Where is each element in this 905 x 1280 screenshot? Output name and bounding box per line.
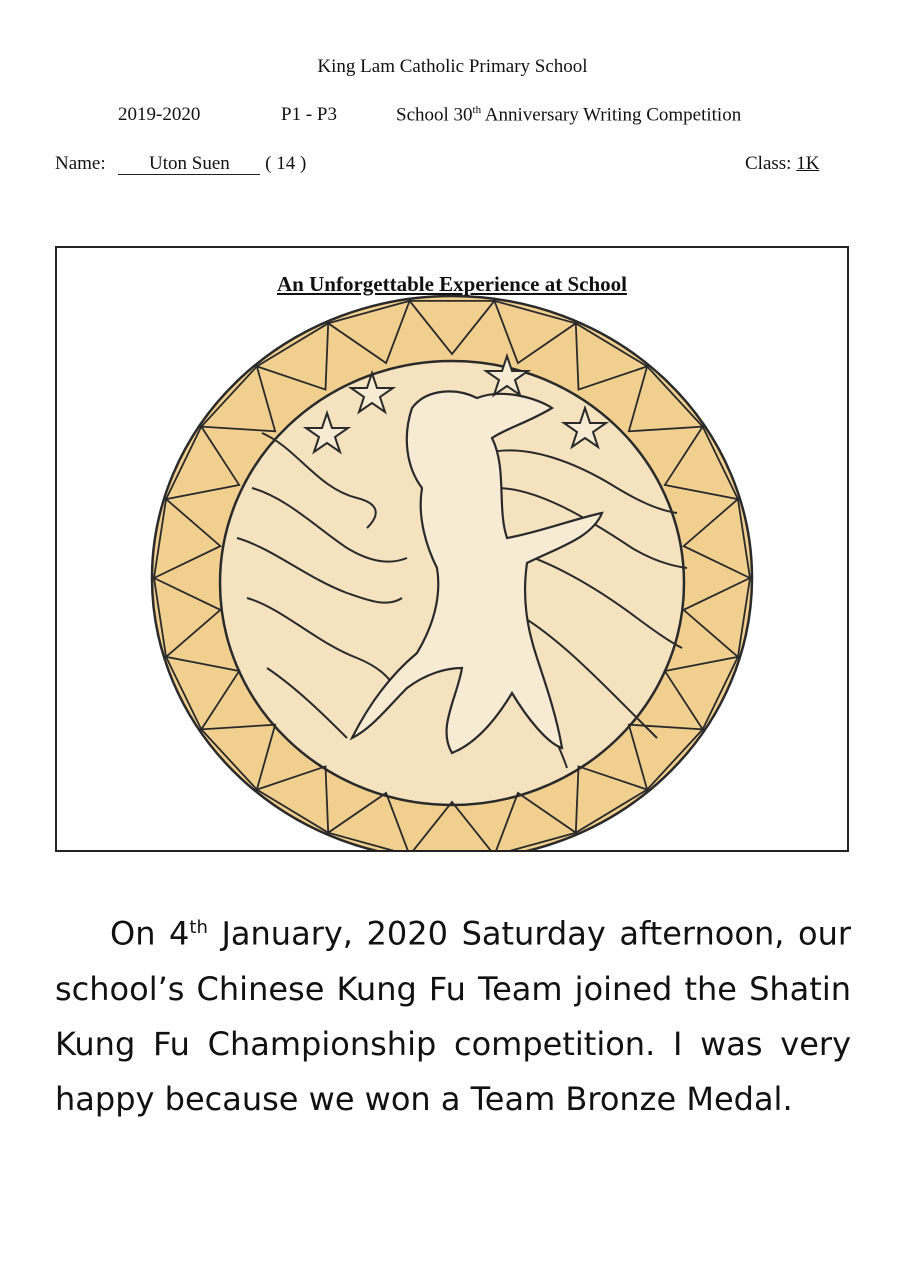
school-name: King Lam Catholic Primary School (317, 56, 588, 77)
competition-title-end: Anniversary Writing Competition (481, 104, 742, 126)
drawing-frame (55, 246, 849, 852)
essay-start: On 4 (110, 914, 190, 953)
competition-title (396, 104, 741, 126)
student-name: Uton Suen (118, 154, 260, 175)
essay-ordinal: th (189, 917, 208, 938)
class-label: Class: (745, 153, 792, 174)
kung-fu-drawing (57, 248, 849, 852)
school-year: 2019-2020 (118, 104, 201, 125)
student-name-row (55, 153, 306, 175)
grade-levels: P1 - P3 (281, 104, 337, 125)
class-value: 1K (796, 153, 820, 174)
competition-title-start: School 30 (396, 104, 473, 126)
competition-ordinal: th (472, 104, 482, 116)
essay-rest: January, 2020 Saturday afternoon, our school’s Chinese Kung Fu Team joined the Shatin Kung Fu Championship competition. I was very happy because we won a Team Bronze Medal. (55, 914, 852, 1118)
class-row (745, 153, 819, 175)
drawing-title: An Unforgettable Experience at School (277, 272, 627, 296)
essay-paragraph (55, 900, 851, 1127)
student-number: ( 14 ) (265, 153, 307, 174)
name-label: Name: (55, 153, 106, 174)
